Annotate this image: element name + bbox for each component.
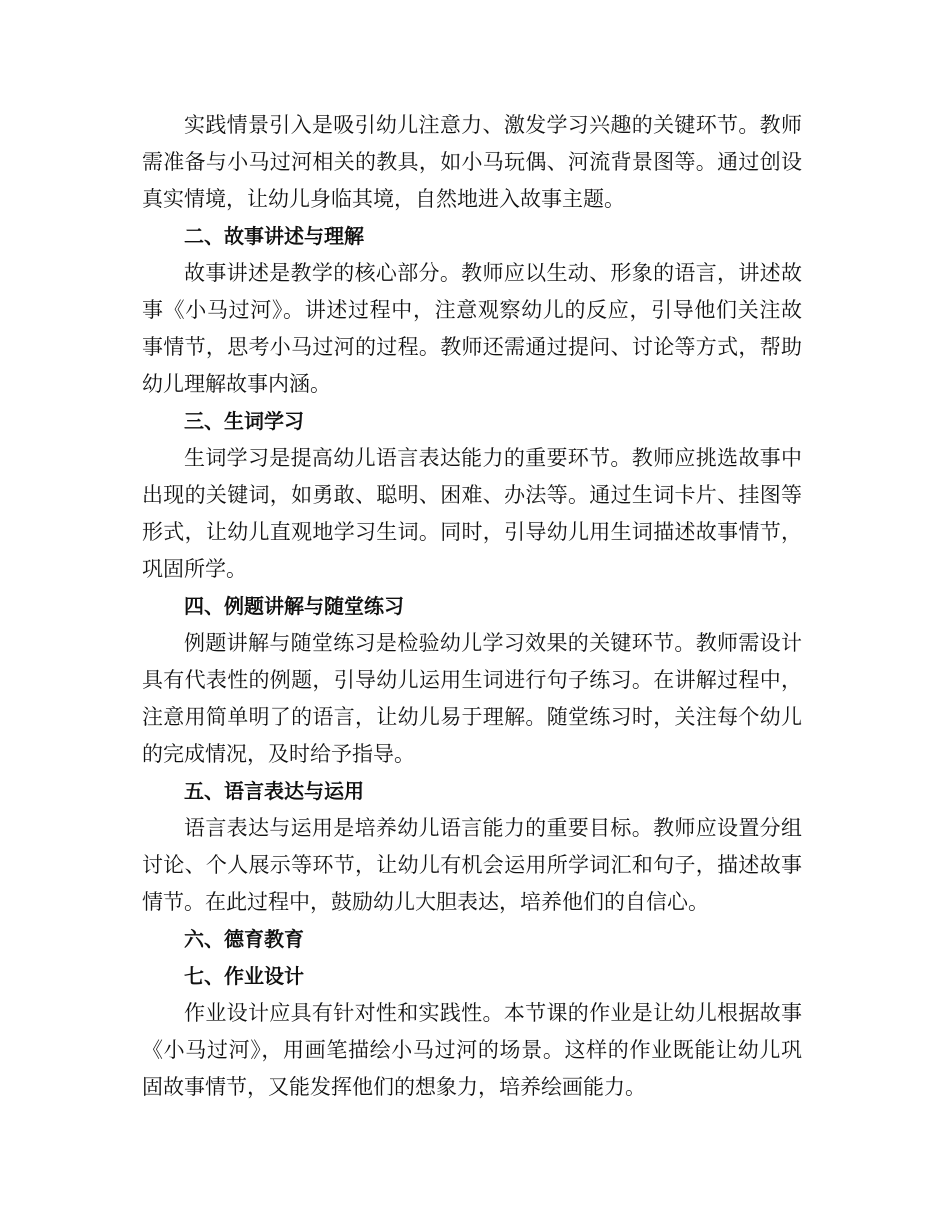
section-paragraph-vocabulary: 生词学习是提高幼儿语言表达能力的重要环节。教师应挑选故事中出现的关键词，如勇敢、聪明、困难、办法等。通过生词卡片、挂图等形式，让幼儿直观地学习生词。同时，引导幼儿用生词描述故事情节，巩固所学。 [142, 446, 802, 581]
section-paragraph-expression: 语言表达与运用是培养幼儿语言能力的重要目标。教师应设置分组讨论、个人展示等环节，让幼儿有机会运用所学词汇和句子，描述故事情节。在此过程中，鼓励幼儿大胆表达，培养他们的自信心。 [142, 816, 802, 914]
section-heading-vocabulary: 三、生词学习 [184, 409, 304, 433]
section-heading-expression: 五、语言表达与运用 [184, 779, 364, 803]
section-paragraph-story: 故事讲述是教学的核心部分。教师应以生动、形象的语言，讲述故事《小马过河》。讲述过程中，注意观察幼儿的反应，引导他们关注故事情节，思考小马过河的过程。教师还需通过提问、讨论等方式，帮助幼儿理解故事内涵。 [142, 261, 802, 396]
section-heading-examples: 四、例题讲解与随堂练习 [184, 594, 404, 618]
section-heading-moral: 六、德育教育 [184, 927, 304, 951]
section-paragraph-homework: 作业设计应具有针对性和实践性。本节课的作业是让幼儿根据故事《小马过河》，用画笔描绘小马过河的场景。这样的作业既能让幼儿巩固故事情节，又能发挥他们的想象力，培养绘画能力。 [142, 1001, 802, 1099]
section-heading-story: 二、故事讲述与理解 [184, 224, 364, 248]
section-paragraph-examples: 例题讲解与随堂练习是检验幼儿学习效果的关键环节。教师需设计具有代表性的例题，引导幼儿运用生词进行句子练习。在讲解过程中，注意用简单明了的语言，让幼儿易于理解。随堂练习时，关注每个幼儿的完成情况，及时给予指导。 [142, 631, 802, 766]
section-heading-homework: 七、作业设计 [184, 964, 304, 988]
intro-paragraph: 实践情景引入是吸引幼儿注意力、激发学习兴趣的关键环节。教师需准备与小马过河相关的教具，如小马玩偶、河流背景图等。通过创设真实情境，让幼儿身临其境，自然地进入故事主题。 [142, 113, 802, 211]
document-page [142, 107, 802, 1106]
